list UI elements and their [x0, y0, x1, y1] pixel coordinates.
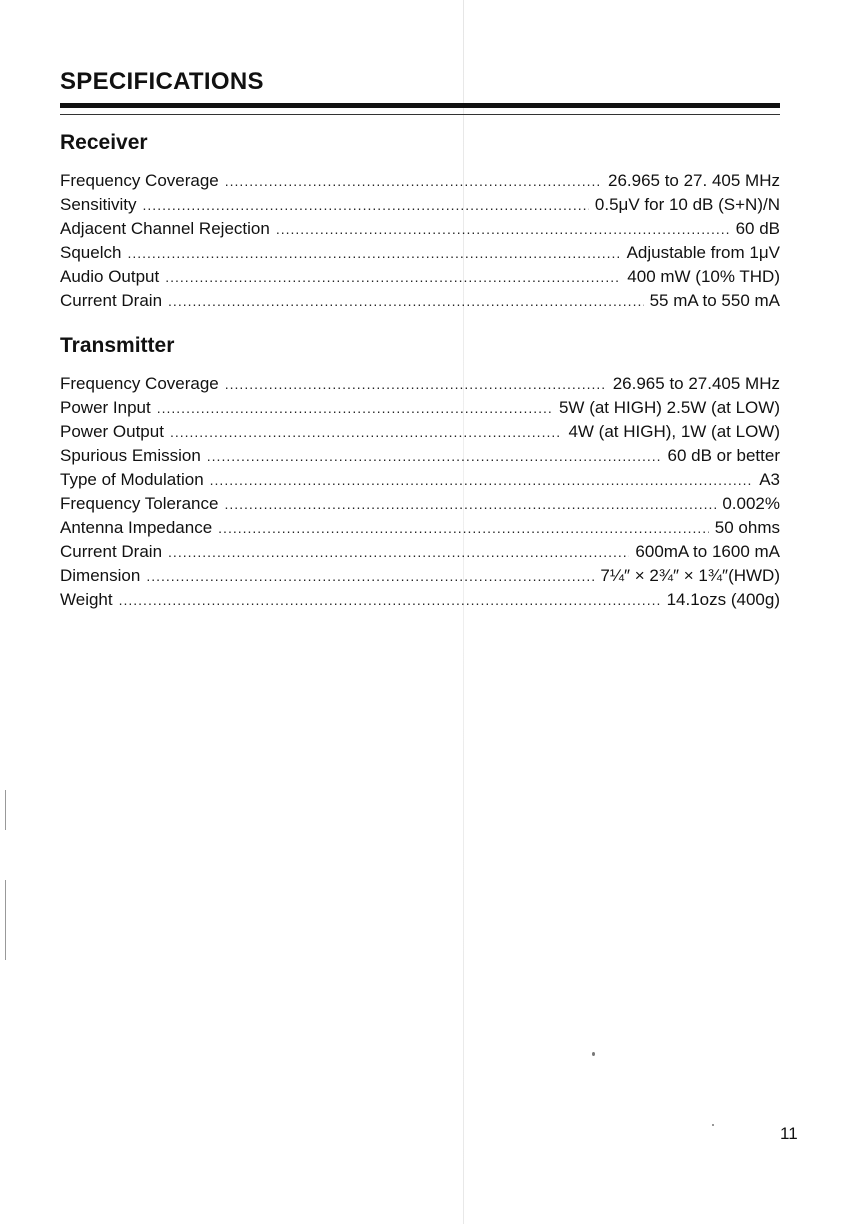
- transmitter-spec-list: [60, 372, 780, 612]
- spec-label: Spurious Emission: [60, 446, 201, 465]
- spec-row: [60, 588, 780, 612]
- scan-edge-mark: [5, 790, 6, 830]
- title-rule-thin: [60, 114, 780, 115]
- title-rule-thick: [60, 103, 780, 108]
- spec-value: 400 mW (10% THD): [627, 267, 780, 286]
- spec-row: [60, 193, 780, 217]
- spec-value: Adjustable from 1μV: [626, 243, 780, 262]
- dot-leader: [207, 444, 662, 468]
- spec-row: [60, 217, 780, 241]
- page-number: 11: [780, 1124, 798, 1143]
- dot-leader: [165, 265, 621, 289]
- dot-leader: [218, 516, 709, 540]
- spec-row: [60, 169, 780, 193]
- transmitter-heading: Transmitter: [60, 334, 175, 357]
- spec-value: 26.965 to 27. 405 MHz: [607, 171, 780, 190]
- spec-label: Frequency Coverage: [60, 374, 219, 393]
- dot-leader: [146, 564, 594, 588]
- spec-value: 0.5μV for 10 dB (S+N)/N: [594, 195, 780, 214]
- spec-row: [60, 241, 780, 265]
- dot-leader: [168, 540, 629, 564]
- spec-label: Frequency Tolerance: [60, 494, 219, 513]
- dot-leader: [170, 420, 562, 444]
- spec-label: Power Output: [60, 422, 164, 441]
- dot-leader: [224, 492, 716, 516]
- spec-value: A3: [759, 470, 780, 489]
- dot-leader: [225, 169, 602, 193]
- spec-label: Audio Output: [60, 267, 160, 286]
- print-speck: [712, 1124, 714, 1126]
- spec-label: Type of Modulation: [60, 470, 204, 489]
- spec-row: [60, 564, 780, 588]
- spec-row: [60, 265, 780, 289]
- spec-value: 600mA to 1600 mA: [635, 542, 780, 561]
- print-speck: [592, 1052, 595, 1056]
- spec-value: 7¼″ × 2¾″ × 1¾″(HWD): [600, 566, 780, 585]
- dot-leader: [119, 588, 661, 612]
- spec-label: Dimension: [60, 566, 141, 585]
- spec-label: Squelch: [60, 243, 122, 262]
- spec-value: 4W (at HIGH), 1W (at LOW): [568, 422, 780, 441]
- spec-value: 50 ohms: [714, 518, 780, 537]
- dot-leader: [127, 241, 620, 265]
- spec-label: Current Drain: [60, 542, 163, 561]
- spec-label: Current Drain: [60, 291, 163, 310]
- spec-row: [60, 396, 780, 420]
- spec-value: 26.965 to 27.405 MHz: [612, 374, 780, 393]
- scan-edge-mark: [5, 880, 6, 960]
- dot-leader: [276, 217, 730, 241]
- spec-value: 14.1ozs (400g): [666, 590, 780, 609]
- spec-row: [60, 492, 780, 516]
- dot-leader: [157, 396, 553, 420]
- spec-row: [60, 372, 780, 396]
- spec-row: [60, 289, 780, 313]
- dot-leader: [225, 372, 607, 396]
- spec-row: [60, 444, 780, 468]
- spec-row: [60, 468, 780, 492]
- spec-value: 5W (at HIGH) 2.5W (at LOW): [558, 398, 780, 417]
- dot-leader: [143, 193, 589, 217]
- spec-label: Sensitivity: [60, 195, 137, 214]
- dot-leader: [168, 289, 644, 313]
- spec-value: 55 mA to 550 mA: [649, 291, 780, 310]
- spec-value: 60 dB: [735, 219, 780, 238]
- spec-row: [60, 540, 780, 564]
- spec-label: Antenna Impedance: [60, 518, 213, 537]
- receiver-heading: Receiver: [60, 131, 148, 154]
- spec-label: Frequency Coverage: [60, 171, 219, 190]
- spec-label: Weight: [60, 590, 113, 609]
- dot-leader: [210, 468, 754, 492]
- spec-label: Adjacent Channel Rejection: [60, 219, 270, 238]
- spec-row: [60, 516, 780, 540]
- spec-label: Power Input: [60, 398, 151, 417]
- spec-row: [60, 420, 780, 444]
- page-title: SPECIFICATIONS: [60, 68, 264, 95]
- receiver-spec-list: [60, 169, 780, 313]
- spec-value: 0.002%: [722, 494, 780, 513]
- spec-value: 60 dB or better: [667, 446, 780, 465]
